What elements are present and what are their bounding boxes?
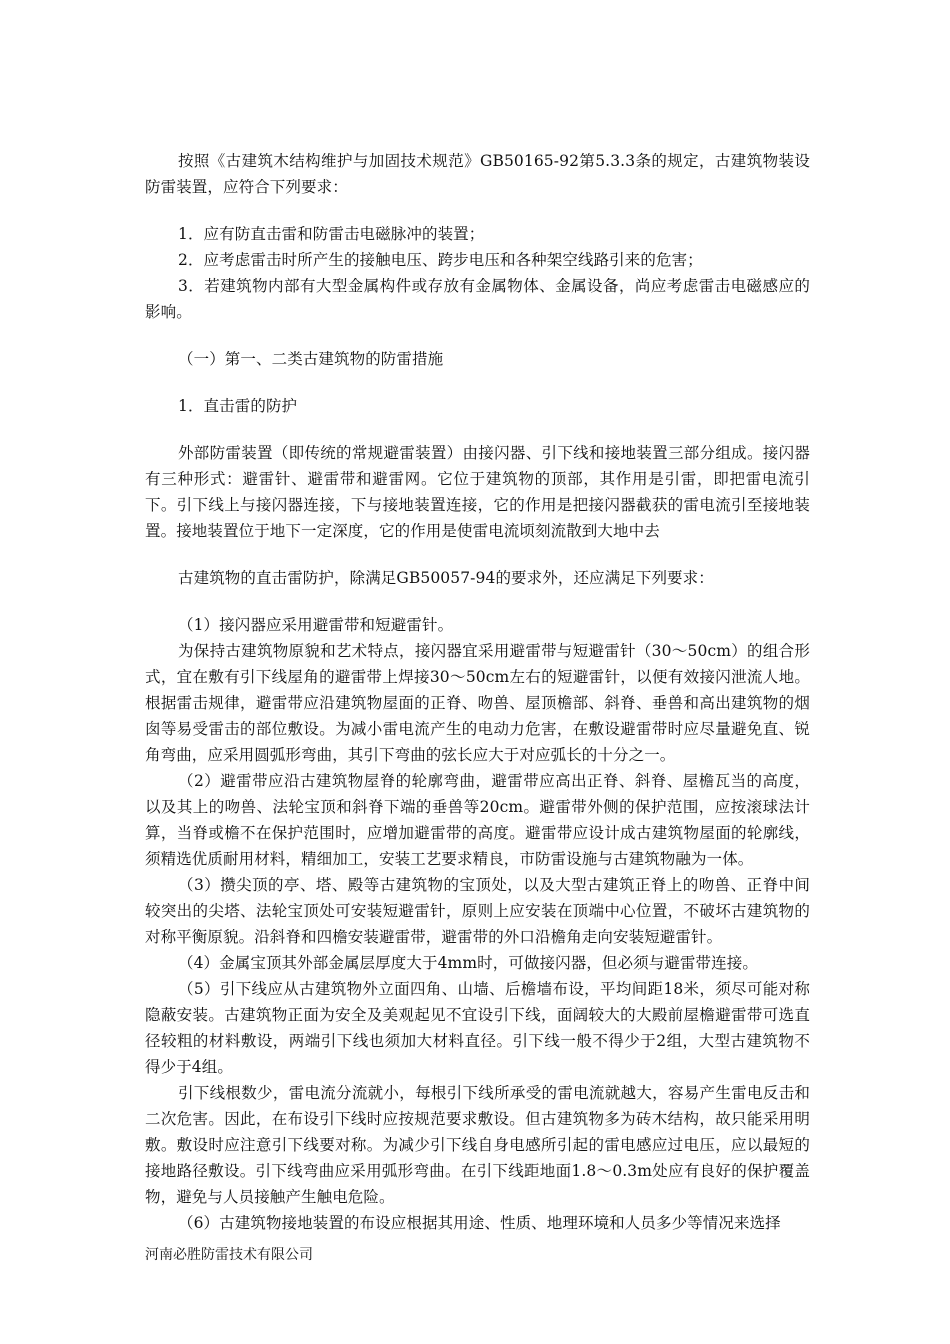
item-1-heading: （1）接闪器应采用避雷带和短避雷针。 [178, 616, 454, 634]
intro-paragraph: 按照《古建筑木结构维护与加固技术规范》GB50165-92第5.3.3条的规定，古建筑物装设防雷装置，应符合下列要求： [145, 152, 810, 196]
footer-company: 河南必胜防雷技术有限公司 [145, 1247, 313, 1263]
subsection-heading: 1．直击雷的防护 [178, 397, 298, 415]
requirement-item-1: 1．应有防直击雷和防雷击电磁脉冲的装置； [178, 225, 485, 243]
document-body [145, 148, 810, 1236]
external-protection-paragraph: 外部防雷装置（即传统的常规避雷装置）由接闪器、引下线和接地装置三部分组成。接闪器有三种形式：避雷针、避雷带和避雷网。它位于建筑物的顶部，其作用是引雷，即把雷电流引下。引下线上与接闪器连接，下与接地装置连接，它的作用是把接闪器截获的雷电流引至接地装置。接地装置位于地下一定深度，它的作用是使雷电流顷刻流散到大地中去 [145, 444, 810, 540]
item-2: （2）避雷带应沿古建筑物屋脊的轮廓弯曲，避雷带应高出正脊、斜脊、屋檐瓦当的高度，以及其上的吻兽、法轮宝顶和斜脊下端的垂兽等20cm。避雷带外侧的保护范围，应按滚球法计算，当脊或檐不在保护范围时，应增加避雷带的高度。避雷带应设计成古建筑物屋面的轮廓线，须精选优质耐用材料，精细加工，安装工艺要求精良，市防雷设施与古建筑物融为一体。 [145, 772, 810, 868]
requirement-item-2: 2．应考虑雷击时所产生的接触电压、跨步电压和各种架空线路引来的危害； [178, 251, 703, 269]
item-6: （6）古建筑物接地装置的布设应根据其用途、性质、地理环境和人员多少等情况来选择 [178, 1214, 781, 1232]
item-4: （4）金属宝顶其外部金属层厚度大于4mm时，可做接闪器，但必须与避雷带连接。 [178, 954, 758, 972]
item-5-continued: 引下线根数少，雷电流分流就小，每根引下线所承受的雷电流就越大，容易产生雷电反击和二次危害。因此，在布设引下线时应按规范要求敷设。但古建筑物多为砖木结构，故只能采用明敷。敷设时应注意引下线要对称。为减少引下线自身电感所引起的雷电感应过电压，应以最短的接地路径敷设。引下线弯曲应采用弧形弯曲。在引下线距地面1.8～0.3m处应有良好的保护覆盖物，避免与人员接触产生触电危险。 [145, 1084, 810, 1206]
item-5: （5）引下线应从古建筑物外立面四角、山墙、后檐墙布设，平均间距18米，须尽可能对称隐蔽安装。古建筑物正面为安全及美观起见不宜设引下线，面阔较大的大殿前屋檐避雷带可选直径较粗的材料敷设，两端引下线也须加大材料直径。引下线一般不得少于2组，大型古建筑物不得少于4组。 [145, 980, 810, 1076]
section-heading: （一）第一、二类古建筑物的防雷措施 [178, 350, 444, 368]
item-1-body: 为保持古建筑物原貌和艺术特点，接闪器宜采用避雷带与短避雷针（30～50cm）的组合形式，宜在敷有引下线屋角的避雷带上焊接30～50cm左右的短避雷针，以便有效接闪泄流人地。根据雷击规律，避雷带应沿建筑物屋面的正脊、吻兽、屋顶檐部、斜脊、垂兽和高出建筑物的烟囱等易受雷击的部位敷设。为减小雷电流产生的电动力危害，在敷设避雷带时应尽量避免直、锐角弯曲，应采用圆弧形弯曲，其引下弯曲的弦长应大于对应弧长的十分之一。 [145, 642, 810, 764]
item-3: （3）攒尖顶的亭、塔、殿等古建筑物的宝顶处，以及大型古建筑正脊上的吻兽、正脊中间较突出的尖塔、法轮宝顶处可安装短避雷针，原则上应安装在顶端中心位置，不破坏古建筑物的对称平衡原貌。沿斜脊和四檐安装避雷带，避雷带的外口沿檐角走向安装短避雷针。 [145, 876, 810, 946]
gb-requirement-paragraph: 古建筑物的直击雷防护，除满足GB50057-94的要求外，还应满足下列要求： [178, 569, 714, 587]
requirement-item-3: 3．若建筑物内部有大型金属构件或存放有金属物体、金属设备，尚应考虑雷击电磁感应的影响。 [145, 277, 810, 321]
